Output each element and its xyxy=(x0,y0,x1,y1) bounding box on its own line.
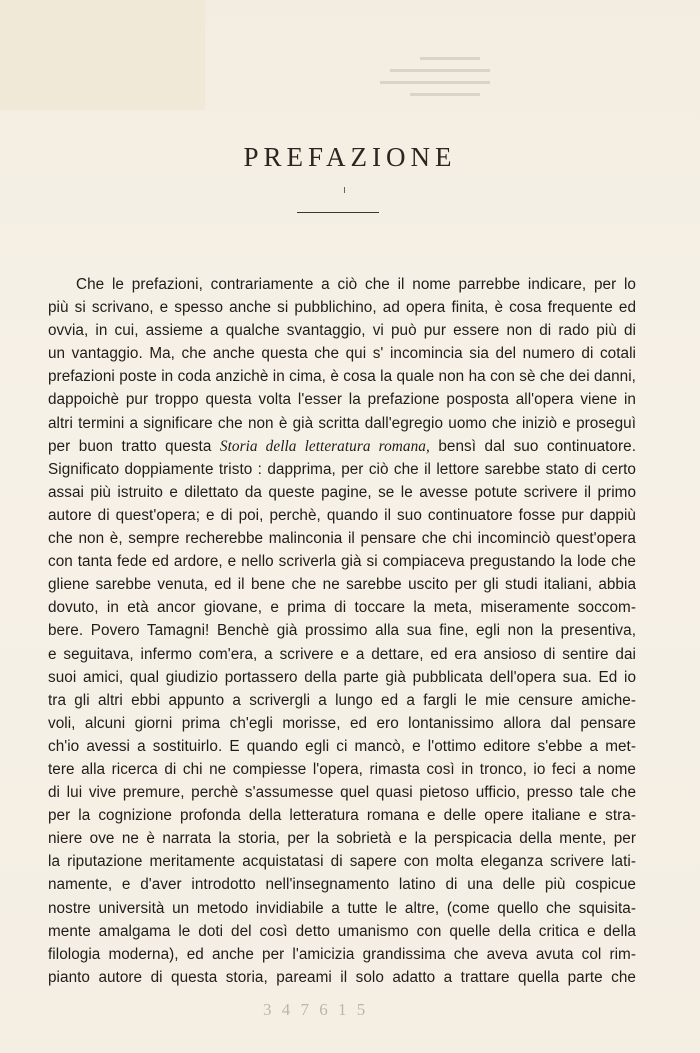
text-run: Significato doppiamente tristo : dapprima, per ciò che il lettore sarebbe stato di certo xyxy=(48,460,636,478)
text-line xyxy=(48,412,636,435)
text-line xyxy=(48,850,636,873)
text-run: gliene sarebbe venuta, ed il bene che ne sarebbe uscito per gli studi italiani, abbia xyxy=(48,576,636,594)
title-tick-mark xyxy=(344,187,345,193)
text-line xyxy=(48,458,636,481)
text-line xyxy=(48,273,636,296)
text-line xyxy=(48,596,636,619)
text-run: autore di quest'opera; e di poi, perchè, quando il suo continuatore fosse pur dappiù xyxy=(48,506,636,524)
text-line xyxy=(48,712,636,735)
text-line xyxy=(48,481,636,504)
text-run: ovvia, in cui, assieme a qualche svantaggio, vi può pur essere non di rado più di xyxy=(48,322,636,340)
preface-body xyxy=(48,273,636,989)
text-run: altri termini a significare che non è già scritta dall'egregio uomo che iniziò e proseguì xyxy=(48,414,636,432)
text-line xyxy=(48,365,636,388)
text-line xyxy=(48,827,636,850)
title-divider xyxy=(297,212,379,213)
text-run: assai più istruito e dilettato da queste pagine, se le avesse potute scrivere il primo xyxy=(48,483,636,501)
text-line xyxy=(48,643,636,666)
text-run: Che le prefazioni, contrariamente a ciò che il nome parrebbe indicare, per lo xyxy=(76,276,636,293)
text-run: niere ove ne è narrata la storia, per la sobrietà e la perspicacia della mente, per xyxy=(48,830,636,848)
text-run: di lui vive premure, perchè s'assumesse quel quasi pietoso ufficio, presso tale che xyxy=(48,784,636,802)
text-run: dovuto, in età ancor giovane, e prima di toccare la meta, miseramente soccom- xyxy=(48,599,636,617)
text-line xyxy=(48,388,636,411)
text-line xyxy=(48,296,636,319)
text-run: mente amalgama le doti del così detto umanismo con quelle della critica e della xyxy=(48,922,636,940)
text-line xyxy=(48,527,636,550)
page-stamp: 3 4 7 6 1 5 xyxy=(263,1000,369,1019)
text-run: pianto autore di questa storia, pareami il solo adatto a trattare quella parte che xyxy=(48,968,636,986)
text-line xyxy=(48,873,636,896)
text-run: per buon tratto questa xyxy=(48,437,220,455)
text-line xyxy=(48,573,636,596)
text-run: più si scrivano, e spesso anche si pubblichino, ad opera finita, è cosa frequente ed xyxy=(48,299,636,317)
text-line xyxy=(48,943,636,966)
text-line xyxy=(48,920,636,943)
book-title-italic: Storia della letteratura romana, xyxy=(219,437,430,455)
text-run: con tanta fede ed ardore, e nello scriverla già si compiaceva pregustando la lode che xyxy=(48,553,636,571)
text-line xyxy=(48,666,636,689)
text-run: voli, alcuni giorni prima ch'egli morisse, ed ero lontanissimo allora dal pensare xyxy=(48,714,636,732)
text-run: tere alla ricerca di chi ne compiesse l'opera, rimasta così in tronco, io feci a nome xyxy=(48,760,636,778)
text-run: nostre università un metodo invidiabile a tutte le altre, (come quello che squisita- xyxy=(48,899,636,917)
text-run: suoi amici, qual giudizio portassero della parte già pubblicata dell'opera sua. Ed io xyxy=(48,668,636,686)
page-stain xyxy=(0,0,205,110)
text-line xyxy=(48,435,636,458)
text-run: tra gli altri ebbi appunto a scrivergli a lungo ed a fargli le mie censure amiche- xyxy=(48,691,636,709)
text-line xyxy=(48,319,636,342)
text-line xyxy=(48,781,636,804)
text-run: namente, e d'aver introdotto nell'insegnamento latino di una delle più cospicue xyxy=(48,876,636,894)
text-line xyxy=(48,504,636,527)
text-line xyxy=(48,897,636,920)
text-run: filologia moderna), ed anche per l'amicizia grandissima che aveva avuta col rim- xyxy=(48,945,636,963)
text-line xyxy=(48,966,636,989)
text-run: che non è, sempre recherebbe malinconia il pensare che chi incominciò quest'opera xyxy=(48,530,636,548)
page-title: PREFAZIONE xyxy=(243,142,457,172)
text-line xyxy=(48,550,636,573)
text-run: un vantaggio. Ma, che anche questa che qui s' incomincia sia del numero di cotali xyxy=(48,345,636,363)
text-run: bensì dal suo continuatore. xyxy=(429,437,636,455)
text-line xyxy=(48,342,636,365)
text-line xyxy=(48,689,636,712)
text-run: e seguitava, infermo com'era, a scrivere e a dettare, ed era ansioso di sentire dai xyxy=(48,645,636,663)
text-run: ch'io avessi a sostituirlo. E quando egli ci mancò, e l'ottimo editore s'ebbe a met- xyxy=(48,737,636,755)
text-line xyxy=(48,758,636,781)
text-run: dappoichè pur troppo questa volta l'esser la prefazione posposta all'opera viene in xyxy=(48,391,636,409)
text-run: la riputazione meritamente acquistatasi di sapere con molta eleganza scrivere lati- xyxy=(48,853,636,871)
text-line xyxy=(48,735,636,758)
text-line xyxy=(48,619,636,642)
text-run: prefazioni poste in coda anzichè in cima, è cosa la quale non ha con sè che dei danni, xyxy=(48,368,636,386)
text-line xyxy=(48,804,636,827)
show-through-text xyxy=(380,48,500,108)
text-run: per la cognizione profonda della letteratura romana e delle opere italiane e stra- xyxy=(48,807,636,825)
text-run: bere. Povero Tamagni! Benchè già prossimo alla sua fine, egli non la presentiva, xyxy=(48,622,636,640)
